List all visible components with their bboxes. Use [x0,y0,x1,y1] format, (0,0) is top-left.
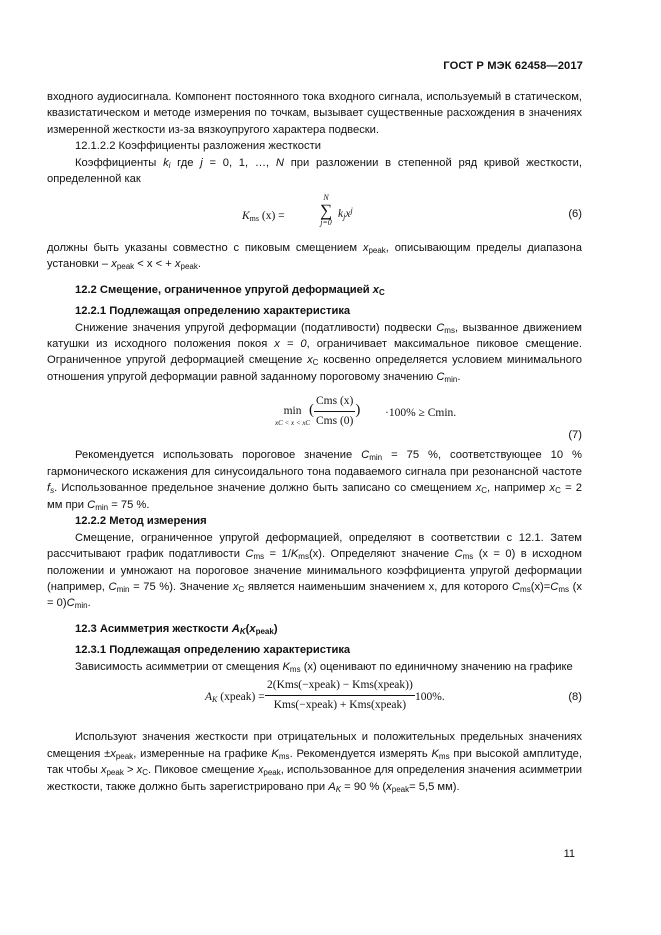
section-heading-12-2: 12.2 Смещение, ограниченное упругой деформацией $x_C$ [75,283,385,297]
equation-number-8: (8) [568,691,582,704]
page-number: 11 [563,848,575,860]
paragraph-asymmetry-dependence: Зависимость асимметрии от смещения $K_{ms}$ (x) оценивают по единичному значению на графике [75,660,573,674]
paragraph-peak-displacement: должны быть указаны совместно с пиковым смещением $x_{peak}$, описывающим пределы диапазона установки – $x_{peak} < x$ < + $x_{peak}$. [47,241,582,272]
paragraph-compliance-reduction: Снижение значения упругой деформации (податливости) подвески $C_{ms}$, вызванное движением катушки из исходного положения покоя x = 0, ограничивает максимальное пиковое смещение. Ограниченное упругой деформацией смещение $x_C$ косвенно определяется условием минимального отношения упругой деформации равной заданному пороговому значению $C_{min}$. [47,321,583,384]
document-header [40,58,583,74]
subsection-heading-12-1-2-2: 12.1.2.2 Коэффициенты разложения жесткости [75,140,321,153]
standard-code: ГОСТ Р МЭК 62458—2017 [443,60,583,72]
subsection-heading-12-2-1: 12.2.1 Подлежащая определению характеристика [75,305,351,318]
paragraph-measurement-method: Смещение, ограниченное упругой деформацией, определяют в соответствии с 12.1. Затем рассчитывают график податливости $C_{ms} = 1/K_{ms}(x)$. Определяют значение $C_{ms}$ (x = 0) в исходном положении и умножают на пороговое значение минимального коэффициента упругой деформации (например, $C_{min} = 75$ %). Значение $x_C$ является наименьшим значением x, для которого $C_{ms}(x)=C_{ms}$ $(x = 0)C_{min}$. [47,531,582,611]
equation-8: $A_K$ (xpeak) = $\frac{\text{2(Kms(−xpeak) − Kms(xpeak))}}{\text{Kms(−xpeak) + Kms(xpeak)}}$ 100%. (8) [205,679,582,712]
equation-6: $K_{ms}$ (x) = N ∑ j=0 $k_jx^j$ (6) [242,192,582,227]
section-heading-12-3: 12.3 Асимметрия жесткости $A_K(x_{peak})$ [75,622,278,636]
page-content [47,89,582,795]
equation-7: min xC < x < xC ( $\frac{\text{Cms (x)}}{\text{Cms (0)}}$ ) ·100% ≥ Cmin. (7) [47,385,582,447]
paragraph-threshold-recommendation: Рекомендуется использовать пороговое значение $C_{min} = 75$ %, соответствующее 10 % гармонического искажения для синусоидального тона подаваемого сигнала при резонансной частоте $f_s$. Использованное предельное значение должно быть записано со смещением $x_C$, например $x_C = 2$ мм при $C_{min} = 75$ %. [47,449,583,512]
paragraph-audio-signal: входного аудиосигнала. Компонент постоянного тока входного сигнала, используемый в статическом, квазистатическом и методе измерения по точкам, вызывает существенные расхождения в значениях измеренной жесткости из-за вязкоупругого характера подвески. [47,91,582,136]
subsection-heading-12-3-1: 12.3.1 Подлежащая определению характеристика [75,644,351,657]
subsection-heading-12-2-2: 12.2.2 Метод измерения [75,515,207,528]
equation-number-6: (6) [568,207,582,220]
paragraph-coefficients: Коэффициенты $k_i$ где j = 0, 1, …, N при разложении в степенной ряд кривой жесткости, определенной как [47,156,583,186]
equation-number-7: (7) [568,429,582,442]
paragraph-stiffness-values: Используют значения жесткости при отрицательных и положительных предельных значениях смещения $\pm x_{peak}$, измеренные на графике $K_{ms}$. Рекомендуется измерять $K_{ms}$ при высокой амплитуде, так чтобы $x_{peak} > x_C$. Пиковое смещение $x_{peak}$, использованное для определения значения асимметрии жесткости, также должно быть зарегистрировано при $A_K = 90$ % ($x_{peak}= 5,5$ мм). [47,731,582,794]
